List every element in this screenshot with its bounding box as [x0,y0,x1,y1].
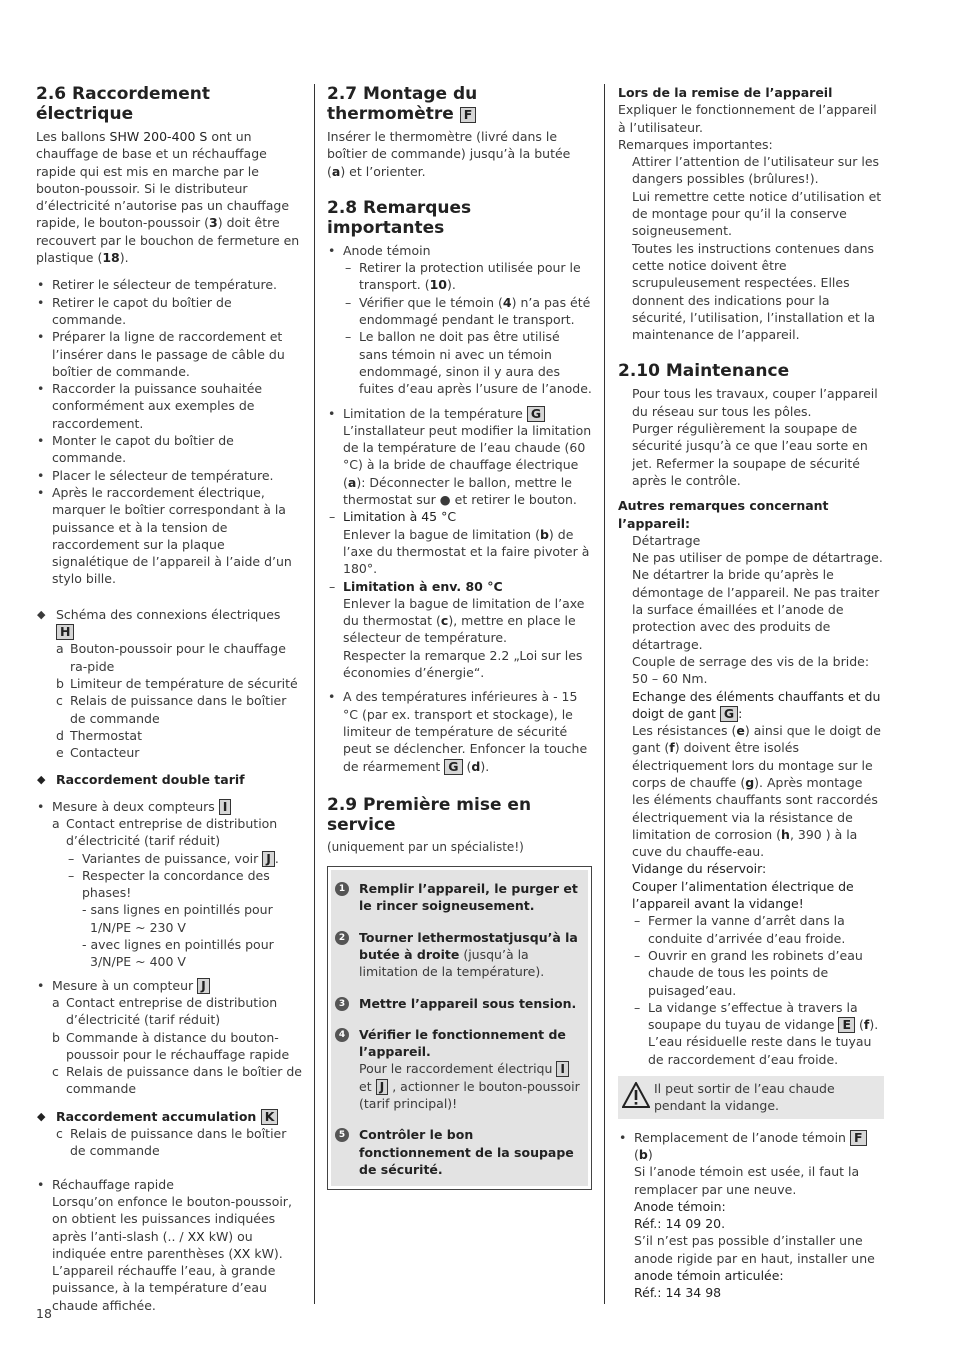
legend-item: c Relais de puissance dans le boîtier de commande [56,693,287,726]
page-number: 18 [36,1306,52,1321]
section-2-7-title: 2.7 Montage du thermomètre F [327,84,478,124]
section-2-9-title: 2.9 Première mise en service [327,794,532,835]
legend-item: a Bouton-poussoir pour le chauffage ra-pide [56,641,286,674]
step-3: 3 Mettre l’appareil sous tension. [335,995,584,1012]
column-divider-1 [314,84,315,1304]
list-item: • Remplacement de l’anode témoin F (b) Si l’anode témoin est usée, il faut la remplacer par une neuve. Anode témoin: Réf.: 14 09 20. S’il n’est pas possible d’installer une anode rigide par en haut, installer une anode témoin articulée: Réf.: 14 34 98 [618,1129,884,1302]
section-2-7-text: Insérer le thermomètre (livré dans le boîtier de commande) jusqu’à la butée (a) et l’orienter. [327,129,571,179]
double-tariff-heading: ◆ Raccordement double tarif [36,771,302,788]
list-item: • Raccorder la puissance souhaitée conformément aux exemples de raccordement. [36,380,302,432]
legend-item: c Relais de puissance dans le boîtier de commande [56,1126,287,1159]
handover-heading: Lors de la remise de l’appareil [618,85,833,100]
column-divider-2 [604,84,605,1304]
step-4: 4 Vérifier le fonctionnement de l’appareil. Pour le raccordement électriqu I et J , actionner le bouton-poussoir (tarif principal)! [335,1026,584,1112]
section-2-6-title: 2.6 Raccordement électrique [36,84,210,124]
list-item: • Retirer le capot du boîtier de commande. [36,294,302,329]
list-item: • Après le raccordement électrique, marquer le boîtier correspondant à la puissance et à la tension de raccordement sur la plaque signalétique de l’appareil à l’aide d’un stylo bille. [36,484,302,588]
warning-box [618,1076,884,1119]
list-item: • A des températures inférieures à - 15 °C (par ex. transport et stockage), le limiteur de température de sécurité peut se déclencher. Enfoncer la touche de réarmement G (d). [327,688,592,774]
column-2 [327,84,592,1190]
list-item: • Mesure à un compteur J a Contact entreprise de distribution d’électricité (tarif réduit) b Commande à distance du bouton-poussoir pour le réchauffage rapide c Relais de puissance dans le boîtier de commande [36,977,302,1098]
double-tariff-list [36,798,302,1098]
legend-item: e Contacteur [56,745,140,761]
commissioning-steps-box [327,866,592,1190]
column-3: Lors de la remise de l’appareil Expliquer le fonctionnement de l’appareil à l’utilisateur. Remarques importantes: Attirer l’attention de l’utilisateur sur les dangers possibles (brûlures!). Lui remettre cette notice d’utilisation et de montage pour qu’il la conserve soigneusement. Toutes les instructions contenues dans cette notice doivent être scrupuleusement respectées. Elles donnent des indications pour la sécurité, l’utilisation, l’installation et la maintenance de l’appareil. 2.10 Maintenance Pour tous les travaux, couper l’appareil du réseau sur tous les pôles. Purger régulièrement la soupape de sécurité jusqu’à ce que l’eau sorte en jet. Refermer la soupape de sécurité après le contrôle. Autres remarques concernant l’appareil: Détartrage Ne pas utiliser de pompe de détartrage. Ne détartrer la bride qu’après le démontage de l’appareil. Ne pas traiter la surface émaillées et l’anode de protection avec des produits de détartrage. Couple de serrage des vis de la bride: 50 – 60 Nm. Echange des éléments chauffants et du doigt de gant G : Les résistances (e) ainsi que le doigt de gant (f) doivent être isolés électriquement lors du montage sur le corps de chauffe (g). Après montage les éléments chauffants sont raccordés électriquement via la résistance de limitation de corrosion (h, 390 ) à la cuve du chauffe-eau. Vidange du réservoir: Couper l’alimentation électrique de l’appareil avant la vidange! – Fermer la vanne d’arrêt dans la conduite d’arrivée d’eau froide. – Ouvrir en grand les robinets d’eau chaude de tous les points de puisaged’eau. – La vidange s’effectue à travers la soupape du tuyau de vidange E (f). L’eau résiduelle reste dans le tuyau de raccordement d’eau froide. Il peut sortir de l’eau chaude pendant la vidange. • Remplacement de l’anode témoin F (b) Si l’anode témoin est usée, il faut la remplacer par une neuve. Anode témoin: Réf.: 14 09 20. S’il n’est pas possible d’installer une anode rigide par en haut, installer une anode témoin articulée: Réf.: 14 34 98 [618,84,884,1302]
list-item: • Mesure à deux compteurs I a Contact entreprise de distribution d’électricité (tarif réduit) – Variantes de puissance, voir J . – Respecter la concordance des phases! - sans lignes en pointillés pour 1/N/PE ~ 230 V - avec lignes en pointillés pour 3/N/PE ~ 400 V [36,798,302,971]
important-notes-list [327,242,592,775]
fast-heating-list [36,1176,302,1314]
list-item: • Réchauffage rapide Lorsqu’on enfonce le bouton-poussoir, on obtient les puissances indiquées après l’anti-slash (.. / XX kW) ou indiquée entre parenthèses (XX kW). L’appareil réchauffe l’eau, à grande puissance, à la température d’eau chaude affichée. [36,1176,302,1314]
section-2-6-intro: Les ballons SHW 200-400 S ont un chauffage de base et un réchauffage rapide qui est mis en marche par le bouton-poussoir. Si le distributeur d’électricité n’autorise pas un chauffage rapide, le bouton-poussoir (3) doit être recouvert par le bouchon de fermeture en plastique (18). [36,129,300,266]
connection-steps-list [36,276,302,587]
list-item: • Retirer le sélecteur de température. [36,276,302,293]
handover-text: Expliquer le fonctionnement de l’appareil à l’utilisateur. [618,102,877,135]
legend-item: d Thermostat [56,727,142,743]
accumulation-heading: ◆ Raccordement accumulation K [36,1108,302,1125]
wiring-legend [36,640,302,761]
list-item: • Préparer la ligne de raccordement et l’insérer dans le passage de câble du boîtier de commande. [36,328,302,380]
step-2: 2 Tourner lethermostatjusqu’à la butée à droite (jusqu’à la limitation de la température). [335,929,584,981]
legend-item: b Limiteur de température de sécurité [56,675,298,691]
other-remarks-heading: Autres remarques concernant l’appareil: [618,498,829,531]
column-1 [36,84,302,1314]
wiring-diagram-heading: ◆ Schéma des connexions électriques H [36,606,302,641]
step-1: 1 Remplir l’appareil, le purger et le rincer soigneusement. [335,880,584,915]
remarks-heading: Remarques importantes: [618,136,773,152]
section-2-10-title: 2.10 Maintenance [618,361,790,382]
list-item: • Anode témoin – Retirer la protection utilisée pour le transport. (10). – Vérifier que le témoin (4) n’a pas été endommagé pendant le transport. – Le ballon ne doit pas être utilisé sans témoin ni avec un témoin endommagé, sinon il y aura des fuites d’eau après l’usure de l’anode. [327,242,592,398]
section-2-8-title: 2.8 Remarques importantes [327,197,472,238]
list-item: • Monter le capot du boîtier de commande. [36,432,302,467]
warning-text: Il peut sortir de l’eau chaude pendant la vidange. [654,1081,835,1114]
list-item: • Placer le sélecteur de température. [36,467,302,484]
list-item: • Limitation de la température G L’installateur peut modifier la limitation de la température de l’eau chaude (60 °C) à la bride de chauffage électrique (a): Déconnecter le ballon, mettre le thermostat sur ● et retirer le bouton. – Limitation à 45 °C Enlever la bague de limitation (b) de l’axe du thermostat et la faire pivoter à 180°. – Limitation à env. 80 °C Enlever la bague de limitation de l’axe du thermostat (c), mettre en place le sélecteur de température. Respecter la remarque 2.2 „Loi sur les économies d’énergie“. [327,405,592,682]
section-2-9-subtitle: (uniquement par un spécialiste!) [327,839,524,854]
anode-replacement-list [618,1129,884,1302]
step-5: 5 Contrôler le bon fonctionnement de la soupape de sécurité. [335,1126,584,1178]
remarks-list: Attirer l’attention de l’utilisateur sur les dangers possibles (brûlures!). Lui remettre cette notice d’utilisation et de montage pour qu’il la conserve soigneusement. Toutes les instructions contenues dans cette notice doivent être scrupuleusement respectées. Elles donnent des indications pour la sécurité, l’utilisation, l’installation et la maintenance de l’appareil. [632,154,882,343]
warning-icon [622,1082,650,1108]
figure-ref-box: H [56,624,74,640]
